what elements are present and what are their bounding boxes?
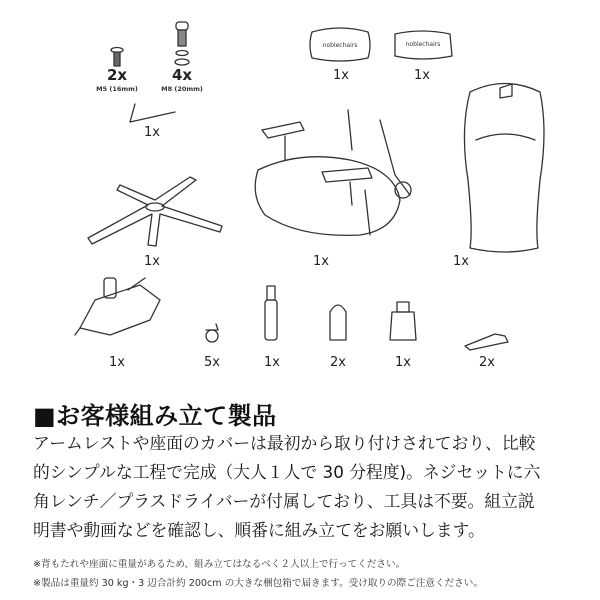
bracket-icon xyxy=(465,334,508,350)
gas-lift-icon xyxy=(265,286,277,340)
gas-lift-qty: 1x xyxy=(264,355,280,370)
gas-lift-cover-icon xyxy=(390,302,416,340)
note: ※背もたれや座面に重量があるため、組み立てはなるべく２人以上で行ってください。 xyxy=(33,559,406,570)
screw-m8-icon xyxy=(175,22,189,65)
side-cover-qty: 2x xyxy=(330,355,346,370)
hex-key-icon xyxy=(130,104,175,122)
backrest-icon xyxy=(464,84,544,253)
seat-qty: 1x xyxy=(313,254,329,269)
body-line: 的シンプルな工程で完成（大人１人で 30 分程度)。ネジセットに六 xyxy=(33,462,541,482)
body-line: アームレストや座面のカバーは最初から取り付けされており、比較 xyxy=(33,433,536,453)
mechanism-icon xyxy=(75,278,160,335)
caster-icon xyxy=(206,324,218,342)
gas-lift-cover-qty: 1x xyxy=(395,355,411,370)
section-heading: ■お客様組み立て製品 xyxy=(33,402,277,430)
lumbar-pillow-icon xyxy=(395,31,452,59)
screw-m5-icon xyxy=(111,48,123,67)
base-icon xyxy=(88,177,222,246)
body-line: 角レンチ／プラスドライバーが付属しており、工具は不要。組立説 xyxy=(33,491,535,511)
caster-qty: 5x xyxy=(204,355,220,370)
side-cover-icon xyxy=(330,305,346,340)
headrest-pillow-icon xyxy=(310,28,370,61)
note: ※製品は重量約 30 kg・3 辺合計約 200cm の大きな梱包箱で届きます。受け取りの際ご注意ください。 xyxy=(33,578,483,589)
lumbar-pillow-qty: 1x xyxy=(414,68,430,83)
headrest-pillow-qty: 1x xyxy=(333,68,349,83)
backrest-qty: 1x xyxy=(453,254,469,269)
bracket-qty: 2x xyxy=(479,355,495,370)
mechanism-qty: 1x xyxy=(109,355,125,370)
screw-m8-qty: 4x xyxy=(171,66,193,84)
headrest-logo: noblechairs xyxy=(322,42,358,49)
lumbar-logo: noblechairs xyxy=(405,41,441,48)
screw-m5-qty: 2x xyxy=(106,66,128,84)
base-qty: 1x xyxy=(144,254,160,269)
screw-m8-spec: M8 (20mm) xyxy=(161,85,203,93)
chair-seat-icon xyxy=(255,110,411,235)
screw-m5-spec: M5 (16mm) xyxy=(96,85,138,93)
body-line: 明書や動画などを確認し、順番に組み立てをお願いします。 xyxy=(33,520,485,540)
hex-key-qty: 1x xyxy=(144,125,160,140)
